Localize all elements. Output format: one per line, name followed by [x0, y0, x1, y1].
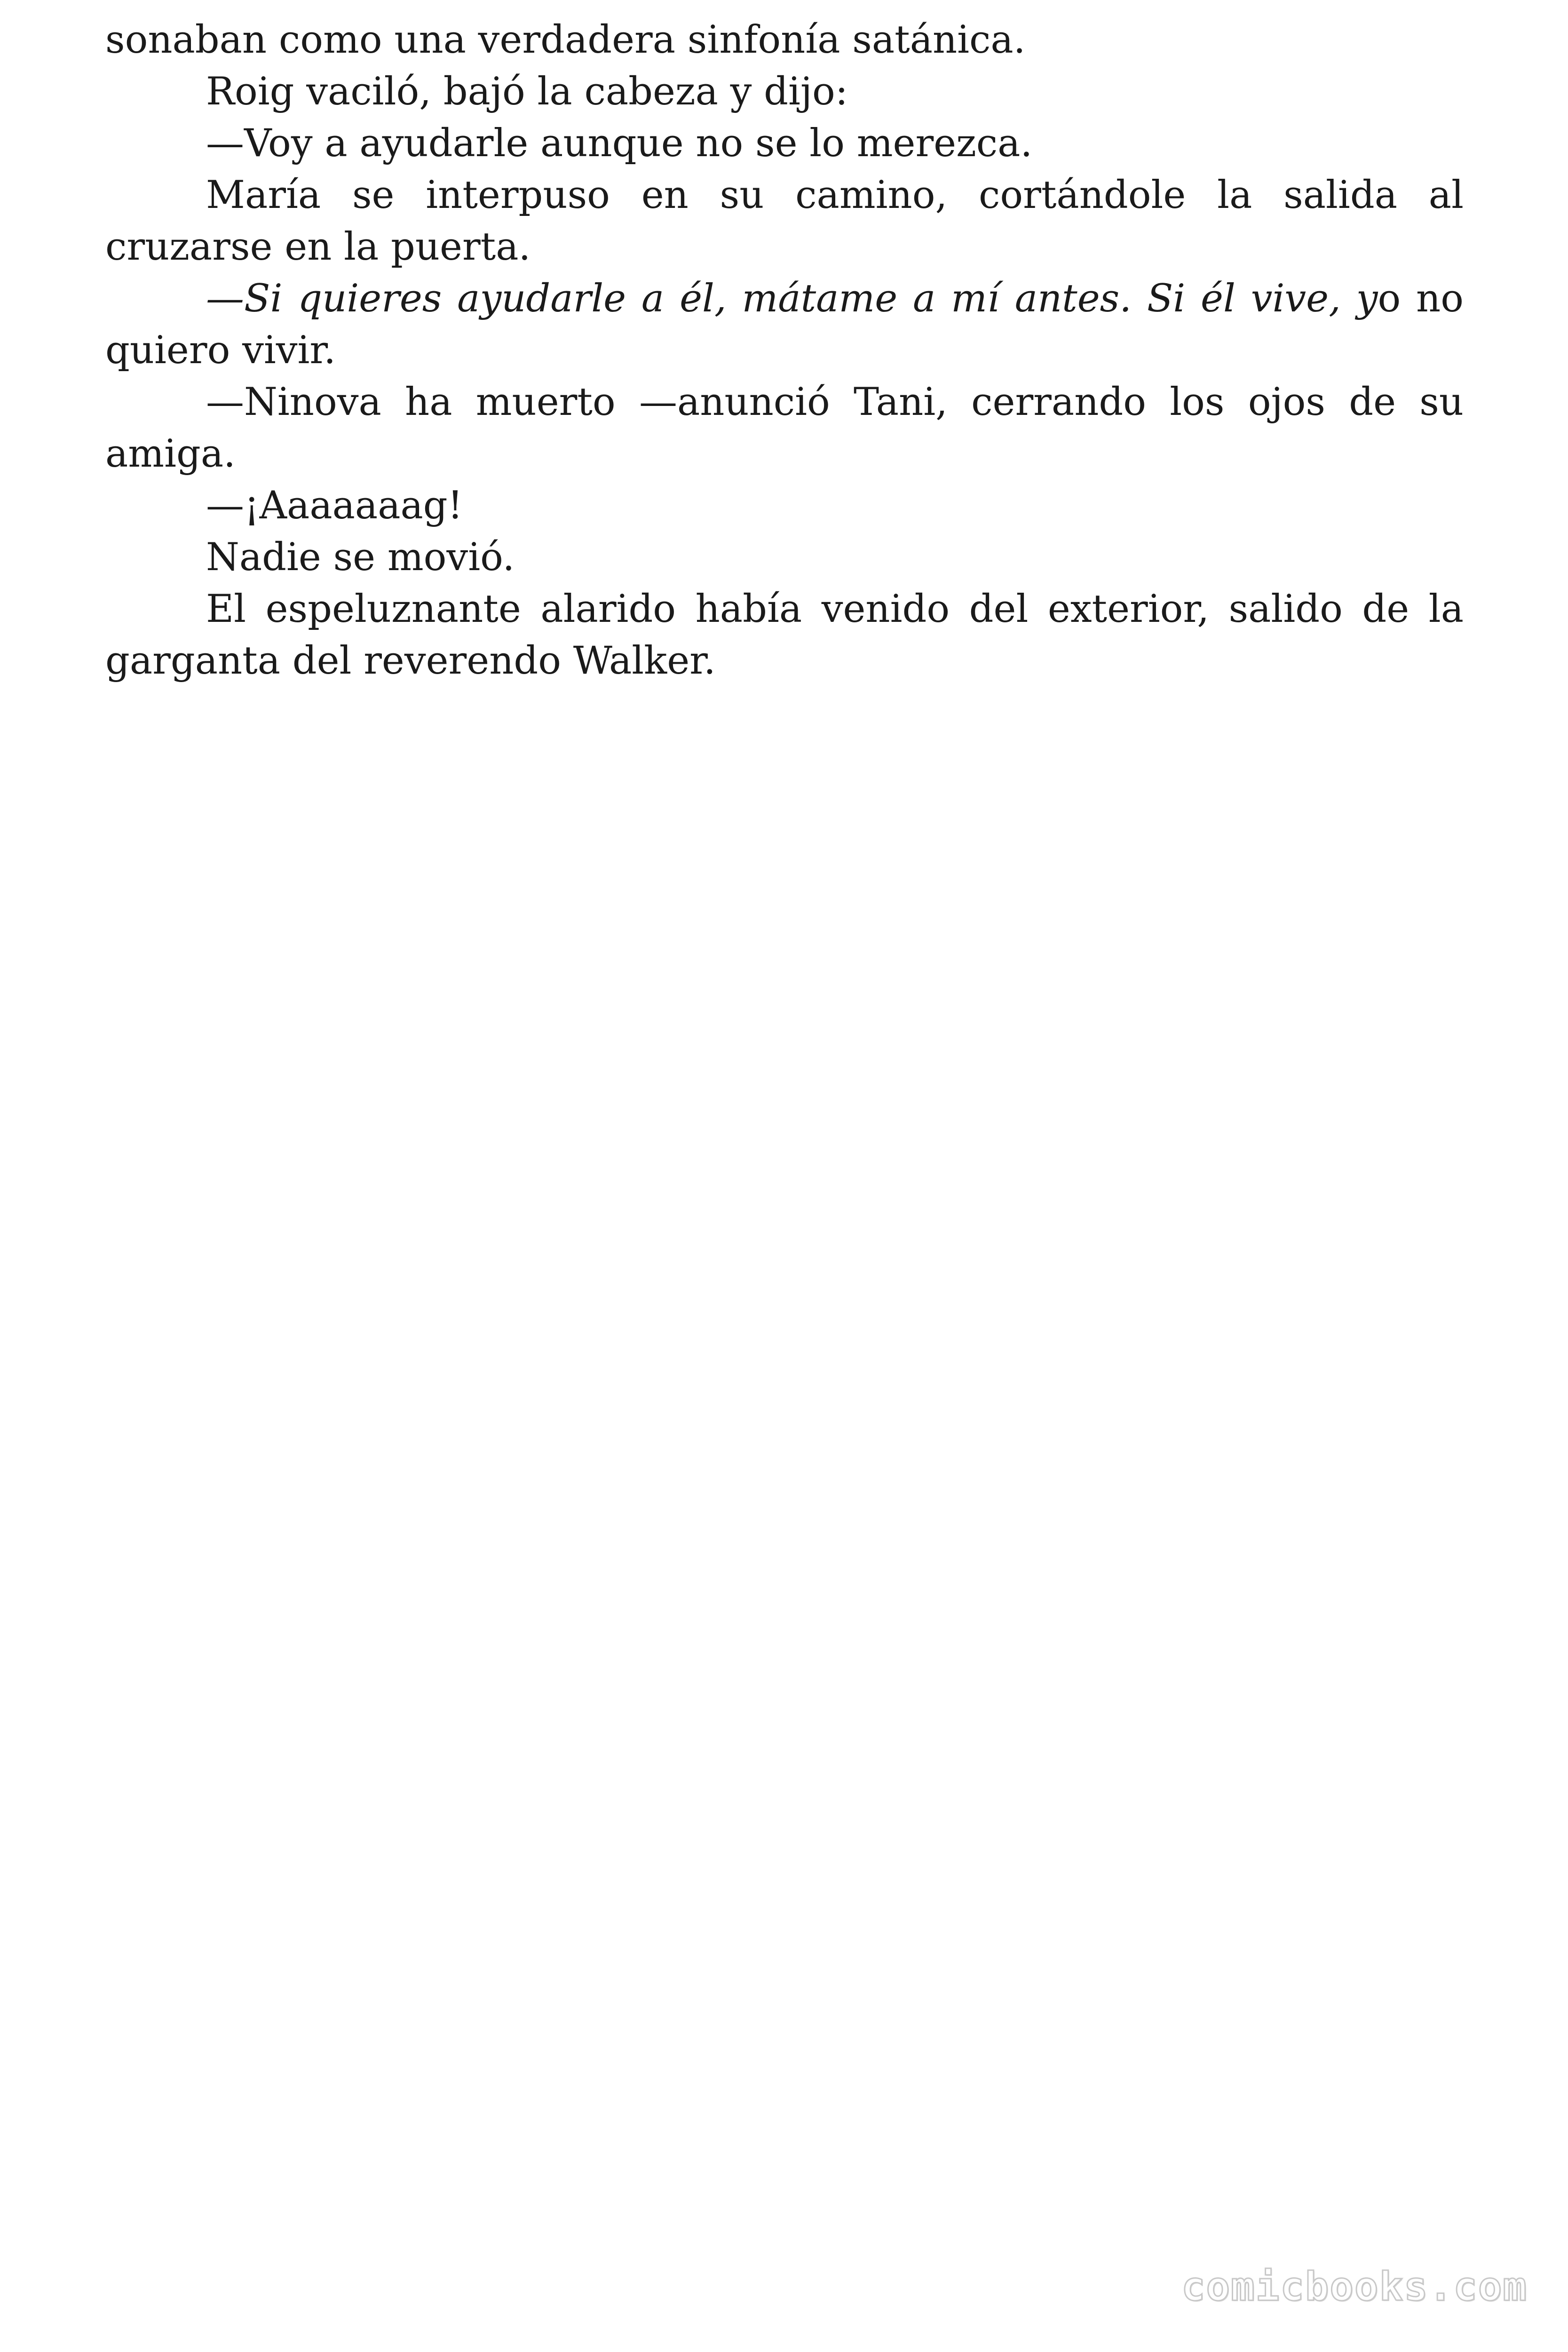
body-text — [105, 14, 1464, 687]
paragraph-roig-hesitates: Roig vaciló, bajó la cabeza y dijo: — [206, 70, 848, 114]
dialogue-voy-a-ayudarle: —Voy a ayudarle aunque no se lo merezca. — [206, 121, 1033, 166]
dialogue-maria — [105, 273, 1464, 376]
paragraph-continuation: sonaban como una verdadera sinfonía satánica. — [105, 18, 1026, 62]
paragraph-scream-source: El espeluznante alarido había venido del exterior, salido de la garganta del reverendo Walker. — [105, 587, 1464, 683]
watermark-logo: comicbooks.com — [1181, 2264, 1528, 2310]
dialogue-maria-italic: —Si quieres ayudarle a él, mátame a mí antes. Si él vive, y — [206, 277, 1378, 321]
dialogue-ninova-dead: —Ninova ha muerto —anunció Tani, cerrando los ojos de su amiga. — [105, 380, 1464, 476]
dialogue-scream: —¡Aaaaaaag! — [206, 484, 463, 528]
paragraph-maria-interposes: María se interpuso en su camino, cortándole la salida al cruzarse en la puerta. — [105, 173, 1464, 269]
dialogue-maria-roman: o no quiero vivir. — [105, 277, 1464, 373]
paragraph-nobody-moved: Nadie se movió. — [206, 535, 515, 580]
